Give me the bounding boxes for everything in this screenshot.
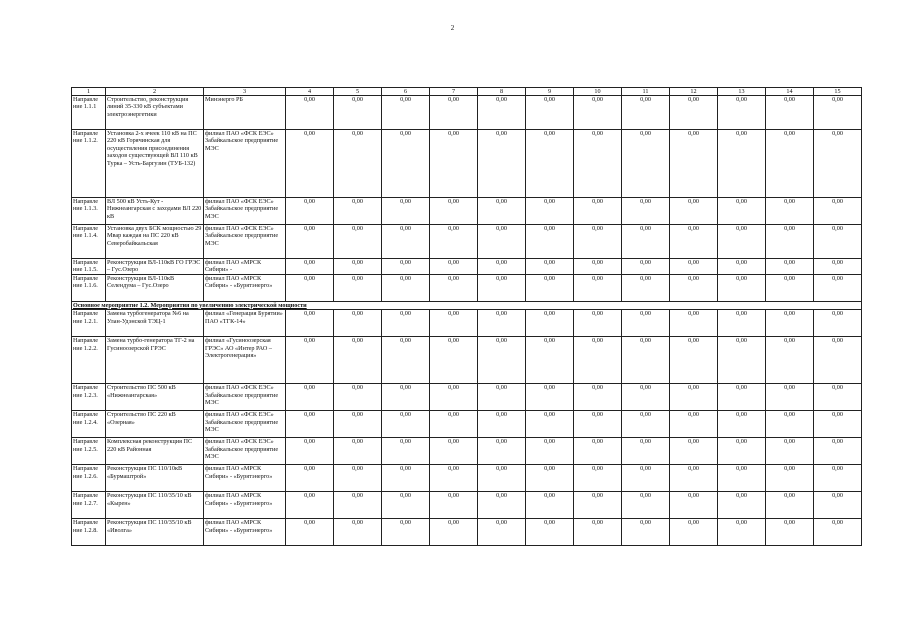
value-cell: 0,00 <box>382 492 430 519</box>
row-executor-cell: филиал ПАО «ФСК ЕЭС» Забайкальское предприятие МЭС <box>204 411 286 438</box>
row-code-cell: Направле ние 1.1.6. <box>72 274 106 301</box>
value-cell: 0,00 <box>382 130 430 198</box>
value-cell: 0,00 <box>526 225 574 259</box>
value-cell: 0,00 <box>622 198 670 225</box>
value-cell: 0,00 <box>334 519 382 546</box>
page-number: 2 <box>450 24 455 32</box>
value-cell: 0,00 <box>382 225 430 259</box>
value-cell: 0,00 <box>718 337 766 384</box>
column-header: 1 <box>72 88 106 96</box>
value-cell: 0,00 <box>574 96 622 130</box>
row-executor-cell: филиал ПАО «ФСК ЕЭС» Забайкальское предприятие МЭС <box>204 130 286 198</box>
row-executor-cell: филиал «Генерация Бурятии» ПАО «ТГК-14» <box>204 310 286 337</box>
value-cell: 0,00 <box>670 225 718 259</box>
value-cell: 0,00 <box>286 198 334 225</box>
value-cell: 0,00 <box>430 384 478 411</box>
value-cell: 0,00 <box>526 198 574 225</box>
column-header: 10 <box>574 88 622 96</box>
value-cell: 0,00 <box>430 438 478 465</box>
value-cell: 0,00 <box>430 465 478 492</box>
row-name-cell: Реконструкция ПС 110/35/10 кВ «Иволга» <box>106 519 204 546</box>
value-cell: 0,00 <box>574 384 622 411</box>
row-executor-cell: филиал ПАО «МРСК Сибири» - <box>204 259 286 275</box>
value-cell: 0,00 <box>334 259 382 275</box>
value-cell: 0,00 <box>478 411 526 438</box>
value-cell: 0,00 <box>382 274 430 301</box>
value-cell: 0,00 <box>670 259 718 275</box>
value-cell: 0,00 <box>718 384 766 411</box>
value-cell: 0,00 <box>382 411 430 438</box>
value-cell: 0,00 <box>622 384 670 411</box>
value-cell: 0,00 <box>430 130 478 198</box>
row-executor-cell: филиал ПАО «ФСК ЕЭС» Забайкальское предприятие МЭС <box>204 225 286 259</box>
row-name-cell: Замена турбо-генератора ТГ-2 на Гусиноозерской ГРЭС <box>106 337 204 384</box>
value-cell: 0,00 <box>526 310 574 337</box>
value-cell: 0,00 <box>382 337 430 384</box>
value-cell: 0,00 <box>622 274 670 301</box>
value-cell: 0,00 <box>526 492 574 519</box>
value-cell: 0,00 <box>766 225 814 259</box>
value-cell: 0,00 <box>670 274 718 301</box>
table-row <box>72 519 862 546</box>
row-name-cell: Реконструкция ВЛ-110кВ Селендума – Гус.Озеро <box>106 274 204 301</box>
section-title: Основное мероприятие 1.2. Мероприятия по увеличению электрической мощности <box>72 301 862 309</box>
value-cell: 0,00 <box>670 519 718 546</box>
value-cell: 0,00 <box>526 130 574 198</box>
table-row <box>72 198 862 225</box>
value-cell: 0,00 <box>766 259 814 275</box>
table-row <box>72 411 862 438</box>
value-cell: 0,00 <box>286 465 334 492</box>
value-cell: 0,00 <box>622 259 670 275</box>
row-name-cell: ВЛ 500 кВ Усть-Кут - Нижнеангарская с заходами ВЛ 220 кВ <box>106 198 204 225</box>
value-cell: 0,00 <box>814 492 862 519</box>
value-cell: 0,00 <box>622 519 670 546</box>
value-cell: 0,00 <box>286 130 334 198</box>
row-code-cell: Направле ние 1.1.1 <box>72 96 106 130</box>
value-cell: 0,00 <box>670 438 718 465</box>
section-row <box>72 301 862 309</box>
row-name-cell: Реконструкция ПС 110/10кВ «Бурмаштрой» <box>106 465 204 492</box>
value-cell: 0,00 <box>286 274 334 301</box>
value-cell: 0,00 <box>478 130 526 198</box>
value-cell: 0,00 <box>334 198 382 225</box>
table-row <box>72 225 862 259</box>
value-cell: 0,00 <box>622 465 670 492</box>
value-cell: 0,00 <box>478 438 526 465</box>
value-cell: 0,00 <box>766 384 814 411</box>
value-cell: 0,00 <box>670 96 718 130</box>
value-cell: 0,00 <box>286 384 334 411</box>
table-body <box>72 96 862 546</box>
value-cell: 0,00 <box>478 225 526 259</box>
value-cell: 0,00 <box>286 259 334 275</box>
column-header: 3 <box>204 88 286 96</box>
row-name-cell: Замена турбогенератора №6 на Улан-Удэнской ТЭЦ-1 <box>106 310 204 337</box>
value-cell: 0,00 <box>478 274 526 301</box>
value-cell: 0,00 <box>478 519 526 546</box>
column-header: 13 <box>718 88 766 96</box>
value-cell: 0,00 <box>430 96 478 130</box>
row-code-cell: Направле ние 1.2.4. <box>72 411 106 438</box>
value-cell: 0,00 <box>622 310 670 337</box>
value-cell: 0,00 <box>718 225 766 259</box>
value-cell: 0,00 <box>574 411 622 438</box>
column-header: 12 <box>670 88 718 96</box>
value-cell: 0,00 <box>766 492 814 519</box>
row-executor-cell: филиал «Гусиноозерская ГРЭС» АО «Интер РАО – Электрогенерация» <box>204 337 286 384</box>
row-code-cell: Направле ние 1.2.5. <box>72 438 106 465</box>
row-code-cell: Направле ние 1.1.3. <box>72 198 106 225</box>
value-cell: 0,00 <box>766 198 814 225</box>
value-cell: 0,00 <box>334 384 382 411</box>
row-name-cell: Строительство ПС 220 кВ «Озерная» <box>106 411 204 438</box>
value-cell: 0,00 <box>478 465 526 492</box>
value-cell: 0,00 <box>814 198 862 225</box>
value-cell: 0,00 <box>718 492 766 519</box>
row-name-cell: Строительство, реконструкция линий 35-330 кВ субъектами электроэнергетики <box>106 96 204 130</box>
table-row <box>72 259 862 275</box>
value-cell: 0,00 <box>814 384 862 411</box>
row-code-cell: Направле ние 1.1.4. <box>72 225 106 259</box>
value-cell: 0,00 <box>382 438 430 465</box>
row-executor-cell: филиал ПАО «ФСК ЕЭС» Забайкальское предприятие МЭС <box>204 438 286 465</box>
value-cell: 0,00 <box>574 438 622 465</box>
value-cell: 0,00 <box>814 337 862 384</box>
row-name-cell: Реконструкция ВЛ-110кВ ГО ГРЭС – Гус.Озеро <box>106 259 204 275</box>
value-cell: 0,00 <box>334 465 382 492</box>
table-row <box>72 310 862 337</box>
table-row <box>72 384 862 411</box>
value-cell: 0,00 <box>814 274 862 301</box>
value-cell: 0,00 <box>670 492 718 519</box>
row-code-cell: Направле ние 1.2.6. <box>72 465 106 492</box>
value-cell: 0,00 <box>286 337 334 384</box>
value-cell: 0,00 <box>622 96 670 130</box>
value-cell: 0,00 <box>718 438 766 465</box>
value-cell: 0,00 <box>766 438 814 465</box>
row-executor-cell: Минэнерго РБ <box>204 96 286 130</box>
value-cell: 0,00 <box>814 225 862 259</box>
row-executor-cell: филиал ПАО «МРСК Сибири» - «Бурятэнерго» <box>204 492 286 519</box>
value-cell: 0,00 <box>766 519 814 546</box>
value-cell: 0,00 <box>718 465 766 492</box>
value-cell: 0,00 <box>766 130 814 198</box>
row-name-cell: Установка двух БСК мощностью 29 Мвар каждая на ПС 220 кВ Северобайкальская <box>106 225 204 259</box>
value-cell: 0,00 <box>286 411 334 438</box>
value-cell: 0,00 <box>574 492 622 519</box>
value-cell: 0,00 <box>334 310 382 337</box>
value-cell: 0,00 <box>814 310 862 337</box>
value-cell: 0,00 <box>526 465 574 492</box>
value-cell: 0,00 <box>718 96 766 130</box>
value-cell: 0,00 <box>382 259 430 275</box>
value-cell: 0,00 <box>334 96 382 130</box>
value-cell: 0,00 <box>814 438 862 465</box>
value-cell: 0,00 <box>526 384 574 411</box>
value-cell: 0,00 <box>382 198 430 225</box>
value-cell: 0,00 <box>670 384 718 411</box>
table-row <box>72 438 862 465</box>
value-cell: 0,00 <box>814 519 862 546</box>
table-row <box>72 274 862 301</box>
row-executor-cell: филиал ПАО «ФСК ЕЭС» Забайкальское предприятие МЭС <box>204 384 286 411</box>
value-cell: 0,00 <box>766 465 814 492</box>
row-code-cell: Направле ние 1.2.7. <box>72 492 106 519</box>
value-cell: 0,00 <box>814 96 862 130</box>
value-cell: 0,00 <box>766 96 814 130</box>
value-cell: 0,00 <box>670 310 718 337</box>
value-cell: 0,00 <box>478 96 526 130</box>
row-code-cell: Направле ние 1.2.1. <box>72 310 106 337</box>
row-name-cell: Установка 2-х ячеек 110 кВ на ПС 220 кВ Горячинская для осуществления присоединения заходов существующей ВЛ 110 кВ Турка – Усть-Баргузин (ТУБ-132) <box>106 130 204 198</box>
value-cell: 0,00 <box>526 438 574 465</box>
value-cell: 0,00 <box>286 519 334 546</box>
column-header: 6 <box>382 88 430 96</box>
column-header: 8 <box>478 88 526 96</box>
value-cell: 0,00 <box>334 274 382 301</box>
value-cell: 0,00 <box>718 310 766 337</box>
value-cell: 0,00 <box>670 198 718 225</box>
row-code-cell: Направле ние 1.2.3. <box>72 384 106 411</box>
value-cell: 0,00 <box>334 130 382 198</box>
value-cell: 0,00 <box>766 337 814 384</box>
row-executor-cell: филиал ПАО «МРСК Сибири» - «Бурятэнерго» <box>204 519 286 546</box>
value-cell: 0,00 <box>574 225 622 259</box>
value-cell: 0,00 <box>670 130 718 198</box>
row-code-cell: Направле ние 1.1.2. <box>72 130 106 198</box>
value-cell: 0,00 <box>766 274 814 301</box>
value-cell: 0,00 <box>718 274 766 301</box>
column-header: 2 <box>106 88 204 96</box>
value-cell: 0,00 <box>430 337 478 384</box>
value-cell: 0,00 <box>334 492 382 519</box>
value-cell: 0,00 <box>718 259 766 275</box>
value-cell: 0,00 <box>766 310 814 337</box>
value-cell: 0,00 <box>718 198 766 225</box>
value-cell: 0,00 <box>718 519 766 546</box>
row-executor-cell: филиал ПАО «МРСК Сибири» - «Бурятэнерго» <box>204 465 286 492</box>
value-cell: 0,00 <box>670 411 718 438</box>
table-row <box>72 96 862 130</box>
value-cell: 0,00 <box>382 96 430 130</box>
value-cell: 0,00 <box>574 310 622 337</box>
row-code-cell: Направле ние 1.2.8. <box>72 519 106 546</box>
value-cell: 0,00 <box>622 225 670 259</box>
value-cell: 0,00 <box>430 274 478 301</box>
header-row <box>72 88 862 96</box>
value-cell: 0,00 <box>622 492 670 519</box>
value-cell: 0,00 <box>478 310 526 337</box>
column-header: 15 <box>814 88 862 96</box>
row-executor-cell: филиал ПАО «ФСК ЕЭС» Забайкальское предприятие МЭС <box>204 198 286 225</box>
value-cell: 0,00 <box>622 130 670 198</box>
value-cell: 0,00 <box>526 337 574 384</box>
column-header: 5 <box>334 88 382 96</box>
column-header: 4 <box>286 88 334 96</box>
value-cell: 0,00 <box>478 492 526 519</box>
program-table <box>71 87 862 546</box>
row-name-cell: Строительство ПС 500 кВ «Нижнеангарская» <box>106 384 204 411</box>
value-cell: 0,00 <box>286 438 334 465</box>
value-cell: 0,00 <box>622 411 670 438</box>
row-code-cell: Направле ние 1.1.5. <box>72 259 106 275</box>
value-cell: 0,00 <box>430 519 478 546</box>
row-code-cell: Направле ние 1.2.2. <box>72 337 106 384</box>
column-header: 14 <box>766 88 814 96</box>
value-cell: 0,00 <box>766 411 814 438</box>
value-cell: 0,00 <box>382 519 430 546</box>
value-cell: 0,00 <box>430 225 478 259</box>
value-cell: 0,00 <box>574 130 622 198</box>
value-cell: 0,00 <box>718 130 766 198</box>
value-cell: 0,00 <box>478 198 526 225</box>
value-cell: 0,00 <box>430 310 478 337</box>
value-cell: 0,00 <box>814 411 862 438</box>
value-cell: 0,00 <box>430 492 478 519</box>
value-cell: 0,00 <box>814 465 862 492</box>
value-cell: 0,00 <box>334 225 382 259</box>
value-cell: 0,00 <box>670 337 718 384</box>
value-cell: 0,00 <box>670 465 718 492</box>
column-header: 7 <box>430 88 478 96</box>
value-cell: 0,00 <box>622 337 670 384</box>
value-cell: 0,00 <box>430 411 478 438</box>
value-cell: 0,00 <box>526 274 574 301</box>
table-row <box>72 492 862 519</box>
value-cell: 0,00 <box>286 225 334 259</box>
value-cell: 0,00 <box>334 411 382 438</box>
value-cell: 0,00 <box>286 492 334 519</box>
column-header: 11 <box>622 88 670 96</box>
value-cell: 0,00 <box>814 259 862 275</box>
value-cell: 0,00 <box>286 96 334 130</box>
value-cell: 0,00 <box>526 96 574 130</box>
value-cell: 0,00 <box>574 198 622 225</box>
value-cell: 0,00 <box>430 259 478 275</box>
table-row <box>72 465 862 492</box>
table-row <box>72 130 862 198</box>
row-name-cell: Комплексная реконструкция ПС 220 кВ Районная <box>106 438 204 465</box>
value-cell: 0,00 <box>574 274 622 301</box>
value-cell: 0,00 <box>574 337 622 384</box>
value-cell: 0,00 <box>574 519 622 546</box>
value-cell: 0,00 <box>574 259 622 275</box>
value-cell: 0,00 <box>334 337 382 384</box>
row-executor-cell: филиал ПАО «МРСК Сибири» - «Бурятэнерго» <box>204 274 286 301</box>
value-cell: 0,00 <box>478 384 526 411</box>
value-cell: 0,00 <box>430 198 478 225</box>
value-cell: 0,00 <box>526 519 574 546</box>
value-cell: 0,00 <box>478 337 526 384</box>
value-cell: 0,00 <box>334 438 382 465</box>
value-cell: 0,00 <box>382 465 430 492</box>
value-cell: 0,00 <box>382 310 430 337</box>
value-cell: 0,00 <box>718 411 766 438</box>
value-cell: 0,00 <box>574 465 622 492</box>
value-cell: 0,00 <box>814 130 862 198</box>
value-cell: 0,00 <box>382 384 430 411</box>
value-cell: 0,00 <box>526 259 574 275</box>
value-cell: 0,00 <box>622 438 670 465</box>
row-name-cell: Реконструкция ПС 110/35/10 кВ «Кырен» <box>106 492 204 519</box>
value-cell: 0,00 <box>286 310 334 337</box>
value-cell: 0,00 <box>526 411 574 438</box>
table-row <box>72 337 862 384</box>
value-cell: 0,00 <box>478 259 526 275</box>
column-header: 9 <box>526 88 574 96</box>
